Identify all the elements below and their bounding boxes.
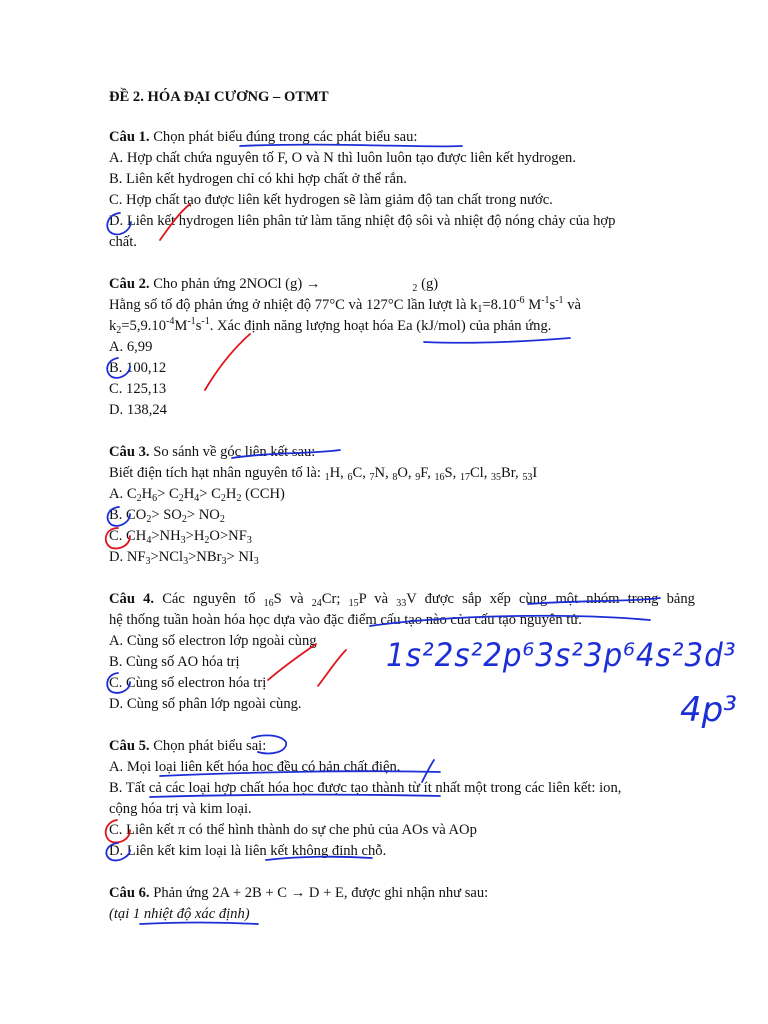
q1-option-d-cont: chất. bbox=[109, 234, 137, 250]
q4-option-c: C. Cùng số electron hóa trị bbox=[109, 675, 267, 691]
q4-stem: Câu 4. Các nguyên tố $_{16}$S và $_{24}$Cr; $_{15}$P và $_{33}$V được sắp xếp cùng một nhóm trong bảng bbox=[109, 591, 695, 609]
q5-stem: Câu 5. Chọn phát biểu sai: bbox=[109, 738, 267, 754]
q4-stem-cont: hệ thống tuần hoàn hóa học dựa vào đặc điểm cấu tạo nào của cấu tạo nguyên tử. bbox=[109, 612, 582, 628]
handwritten-config: 1s²2s²2p⁶3s²3p⁶4s²3d³ bbox=[386, 636, 737, 674]
q1-option-a: A. Hợp chất chứa nguyên tố F, O và N thì luôn luôn tạo được liên kết hydrogen. bbox=[109, 150, 576, 166]
q3-option-b: B. $CO_2> SO_2> NO_2$ bbox=[109, 507, 225, 525]
q4-option-d: D. Cùng số phân lớp ngoài cùng. bbox=[109, 696, 302, 712]
q4-option-a: A. Cùng số electron lớp ngoài cùng bbox=[109, 633, 317, 649]
q1-option-b: B. Liên kết hydrogen chỉ có khi hợp chất ở thể rắn. bbox=[109, 171, 407, 187]
q2-option-c: C. 125,13 bbox=[109, 381, 167, 397]
q1-option-c: C. Hợp chất tạo được liên kết hydrogen sẽ làm giảm độ tan chất trong nước. bbox=[109, 192, 553, 208]
q2-stem: Câu 2. Cho phản ứng 2NOCl (g) → $_2$ (g) bbox=[109, 276, 439, 294]
q5-option-a: A. Mọi loại liên kết hóa học đều có bản chất điện. bbox=[109, 759, 401, 775]
q2-underline bbox=[424, 338, 570, 343]
q5-option-b-cont: cộng hóa trị và kim loại. bbox=[109, 801, 252, 817]
q5-option-c: C. Liên kết π có thể hình thành do sự che phủ của AOs và AOp bbox=[109, 822, 477, 838]
document-title: ĐỀ 2. HÓA ĐẠI CƯƠNG – OTMT bbox=[109, 89, 329, 105]
q3-option-c: C. $CH_4>NH_3>H_2O>NF_3$ bbox=[109, 528, 252, 546]
handwritten-config-extra: 4p³ bbox=[680, 690, 737, 730]
q3-nuclear-charges: Biết điện tích hạt nhân nguyên tố là: $_1$H, $_6$C, $_7$N, $_8$O, $_9$F, $_{16}$S, $_{17}$Cl, $_{35}$Br, $_{53}$I bbox=[109, 465, 538, 483]
q3-stem: Câu 3. So sánh về góc liên kết sau: bbox=[109, 444, 316, 460]
q5-option-b: B. Tất cả các loại hợp chất hóa học được tạo thành từ ít nhất một trong các liên kết: ion, bbox=[109, 780, 622, 796]
q1-stem: Câu 1. Chọn phát biểu đúng trong các phát biểu sau: bbox=[109, 129, 418, 145]
q2-rate-constants-cont: $k_2=5,9.10^{-4}M^{-1}s^{-1}$. Xác định năng lượng hoạt hóa Ea (kJ/mol) của phản ứng. bbox=[109, 316, 552, 336]
q5-option-d: D. Liên kết kim loại là liên kết không định chỗ. bbox=[109, 843, 387, 859]
q6-stem: Câu 6. Phản ứng 2A + 2B + C → D + E, được ghi nhận như sau: bbox=[109, 885, 489, 901]
q2-option-b: B. 100,12 bbox=[109, 360, 167, 376]
q4-option-b: B. Cùng số AO hóa trị bbox=[109, 654, 240, 670]
q2-option-d: D. 138,24 bbox=[109, 402, 167, 418]
q4-red-stroke-2 bbox=[318, 650, 346, 686]
q1-option-d: D. Liên kết hydrogen liên phân tử làm tăng nhiệt độ sôi và nhiệt độ nóng chảy của hợp bbox=[109, 213, 616, 229]
q3-option-d: D. $NF_3>NCl_3>NBr_3> NI_3$ bbox=[109, 549, 259, 567]
q2-rate-constants: Hằng số tố độ phản ứng ở nhiệt độ 77°C và 127°C lần lượt là $k_1=8.10^{-6}$ $M^{-1}s^{-1}$ và bbox=[109, 295, 581, 315]
q6-note: (tại 1 nhiệt độ xác định) bbox=[109, 906, 250, 922]
q2-red-stroke bbox=[205, 334, 250, 390]
q2-option-a: A. 6,99 bbox=[109, 339, 153, 355]
q3-option-a: A. $C_2H_6> C_2H_4> C_2H_2$ (CCH) bbox=[109, 486, 285, 504]
